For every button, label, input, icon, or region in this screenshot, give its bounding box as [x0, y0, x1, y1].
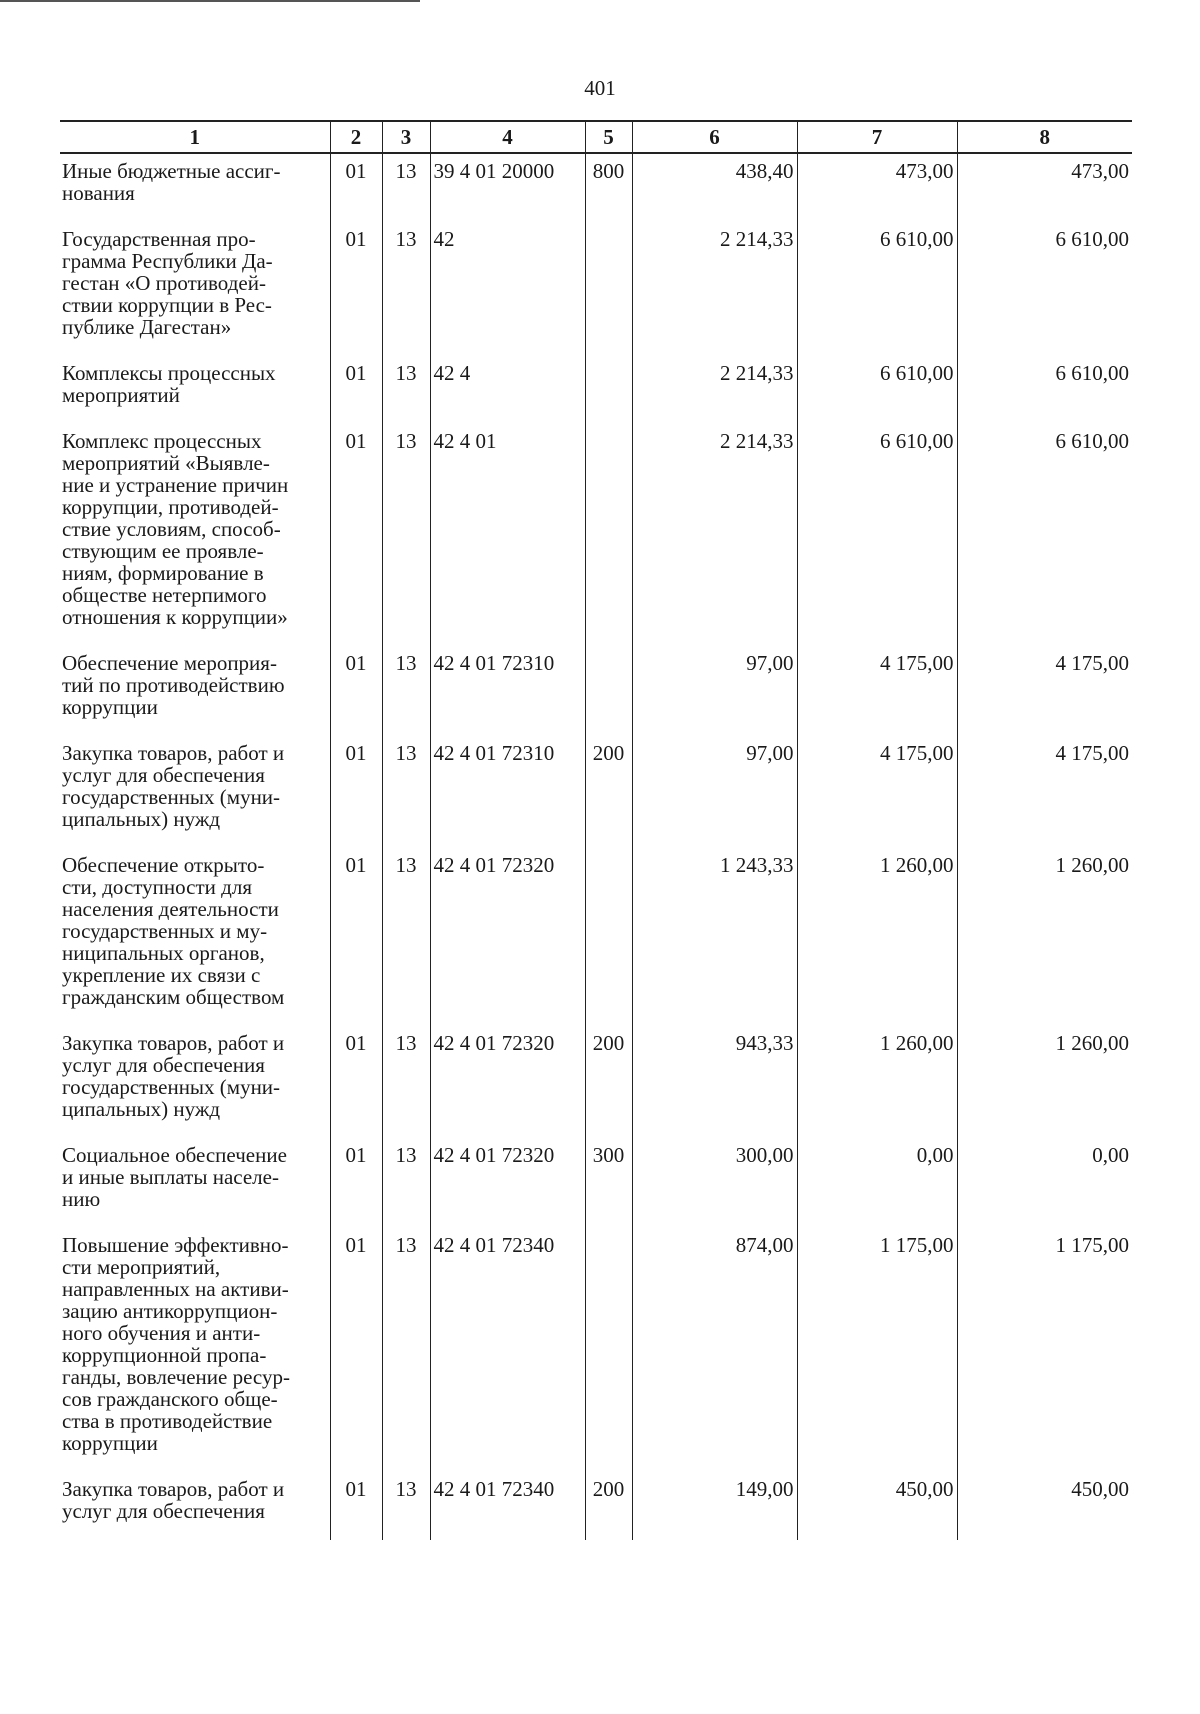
row-expense-type — [585, 356, 632, 424]
row-section: 01 — [330, 1472, 382, 1540]
row-amount-year3: 1 175,00 — [957, 1228, 1132, 1472]
row-name: Закупка товаров, работ и услуг для обеспечения государственных (муни- ципальных) нужд — [60, 1026, 330, 1138]
table-row — [60, 1026, 1132, 1138]
table-row — [60, 1138, 1132, 1228]
row-amount-year1: 2 214,33 — [632, 424, 797, 646]
row-section: 01 — [330, 424, 382, 646]
row-amount-year3: 450,00 — [957, 1472, 1132, 1540]
row-target-code: 42 4 — [430, 356, 585, 424]
row-subsection: 13 — [382, 1026, 430, 1138]
row-amount-year1: 1 243,33 — [632, 848, 797, 1026]
row-subsection: 13 — [382, 848, 430, 1026]
row-amount-year3: 473,00 — [957, 153, 1132, 222]
row-expense-type: 200 — [585, 736, 632, 848]
col-header-section: 2 — [330, 121, 382, 153]
row-amount-year1: 943,33 — [632, 1026, 797, 1138]
table-row — [60, 424, 1132, 646]
row-name: Повышение эффективно- сти мероприятий, направленных на активи- зацию антикоррупцион- ного обучения и анти- коррупционной пропа- ганды, вовлечение ресур- сов гражданского обще- ства в противодействие коррупции — [60, 1228, 330, 1472]
row-section: 01 — [330, 1138, 382, 1228]
row-amount-year2: 450,00 — [797, 1472, 957, 1540]
row-subsection: 13 — [382, 736, 430, 848]
row-expense-type — [585, 1228, 632, 1472]
row-amount-year2: 1 260,00 — [797, 848, 957, 1026]
row-amount-year3: 6 610,00 — [957, 356, 1132, 424]
row-name: Обеспечение мероприя- тий по противодействию коррупции — [60, 646, 330, 736]
row-amount-year1: 2 214,33 — [632, 356, 797, 424]
header-row — [60, 121, 1132, 153]
row-amount-year2: 6 610,00 — [797, 222, 957, 356]
row-expense-type: 200 — [585, 1472, 632, 1540]
row-expense-type — [585, 222, 632, 356]
row-expense-type — [585, 424, 632, 646]
col-header-amount-year2: 7 — [797, 121, 957, 153]
col-header-subsection: 3 — [382, 121, 430, 153]
row-subsection: 13 — [382, 356, 430, 424]
row-subsection: 13 — [382, 222, 430, 356]
row-amount-year2: 1 260,00 — [797, 1026, 957, 1138]
row-name: Социальное обеспечение и иные выплаты населе- нию — [60, 1138, 330, 1228]
col-header-amount-year3: 8 — [957, 121, 1132, 153]
row-amount-year2: 4 175,00 — [797, 646, 957, 736]
row-section: 01 — [330, 153, 382, 222]
col-header-amount-year1: 6 — [632, 121, 797, 153]
row-amount-year3: 4 175,00 — [957, 736, 1132, 848]
row-section: 01 — [330, 1228, 382, 1472]
page-number: 401 — [584, 76, 616, 100]
row-name: Закупка товаров, работ и услуг для обеспечения — [60, 1472, 330, 1540]
row-amount-year1: 438,40 — [632, 153, 797, 222]
row-target-code: 42 4 01 72320 — [430, 1138, 585, 1228]
row-target-code: 42 4 01 72320 — [430, 848, 585, 1026]
row-amount-year2: 1 175,00 — [797, 1228, 957, 1472]
row-expense-type: 300 — [585, 1138, 632, 1228]
row-name: Комплексы процессных мероприятий — [60, 356, 330, 424]
row-section: 01 — [330, 356, 382, 424]
row-amount-year2: 0,00 — [797, 1138, 957, 1228]
table-row — [60, 736, 1132, 848]
row-amount-year2: 4 175,00 — [797, 736, 957, 848]
row-expense-type — [585, 646, 632, 736]
row-section: 01 — [330, 646, 382, 736]
row-amount-year1: 97,00 — [632, 736, 797, 848]
row-target-code: 42 — [430, 222, 585, 356]
table-row — [60, 1472, 1132, 1540]
row-amount-year1: 300,00 — [632, 1138, 797, 1228]
row-target-code: 42 4 01 72310 — [430, 736, 585, 848]
table-row — [60, 356, 1132, 424]
row-amount-year3: 0,00 — [957, 1138, 1132, 1228]
row-subsection: 13 — [382, 1472, 430, 1540]
row-target-code: 42 4 01 72340 — [430, 1472, 585, 1540]
row-subsection: 13 — [382, 1138, 430, 1228]
row-target-code: 42 4 01 — [430, 424, 585, 646]
row-amount-year3: 4 175,00 — [957, 646, 1132, 736]
col-header-target-code: 4 — [430, 121, 585, 153]
row-section: 01 — [330, 222, 382, 356]
row-subsection: 13 — [382, 424, 430, 646]
row-amount-year3: 6 610,00 — [957, 222, 1132, 356]
table-row — [60, 1228, 1132, 1472]
row-subsection: 13 — [382, 1228, 430, 1472]
row-expense-type: 200 — [585, 1026, 632, 1138]
row-name: Государственная про- грамма Республики Да- гестан «О противодей- ствии коррупции в Рес- публике Дагестан» — [60, 222, 330, 356]
row-name: Закупка товаров, работ и услуг для обеспечения государственных (муни- ципальных) нужд — [60, 736, 330, 848]
row-amount-year3: 6 610,00 — [957, 424, 1132, 646]
row-amount-year2: 6 610,00 — [797, 356, 957, 424]
row-amount-year2: 6 610,00 — [797, 424, 957, 646]
row-amount-year1: 149,00 — [632, 1472, 797, 1540]
top-rule — [0, 0, 420, 2]
row-amount-year1: 874,00 — [632, 1228, 797, 1472]
row-target-code: 39 4 01 20000 — [430, 153, 585, 222]
row-amount-year1: 2 214,33 — [632, 222, 797, 356]
row-section: 01 — [330, 736, 382, 848]
budget-table — [60, 120, 1132, 1540]
row-subsection: 13 — [382, 646, 430, 736]
row-section: 01 — [330, 848, 382, 1026]
row-name: Иные бюджетные ассиг- нования — [60, 153, 330, 222]
row-target-code: 42 4 01 72320 — [430, 1026, 585, 1138]
col-header-expense-type: 5 — [585, 121, 632, 153]
row-expense-type — [585, 848, 632, 1026]
row-target-code: 42 4 01 72310 — [430, 646, 585, 736]
col-header-name: 1 — [60, 121, 330, 153]
row-name: Комплекс процессных мероприятий «Выявле- ние и устранение причин коррупции, противодей- ствие условиям, способ- ствующим ее проявле- ниям, формирование в обществе нетерпимого отношения к коррупции» — [60, 424, 330, 646]
row-expense-type: 800 — [585, 153, 632, 222]
row-subsection: 13 — [382, 153, 430, 222]
table-row — [60, 153, 1132, 222]
row-section: 01 — [330, 1026, 382, 1138]
table-row — [60, 646, 1132, 736]
table-row — [60, 222, 1132, 356]
row-amount-year3: 1 260,00 — [957, 848, 1132, 1026]
row-amount-year1: 97,00 — [632, 646, 797, 736]
row-amount-year2: 473,00 — [797, 153, 957, 222]
row-name: Обеспечение открыто- сти, доступности для населения деятельности государственных и му- ниципальных органов, укрепление их связи с гражданским обществом — [60, 848, 330, 1026]
table-row — [60, 848, 1132, 1026]
row-target-code: 42 4 01 72340 — [430, 1228, 585, 1472]
row-amount-year3: 1 260,00 — [957, 1026, 1132, 1138]
